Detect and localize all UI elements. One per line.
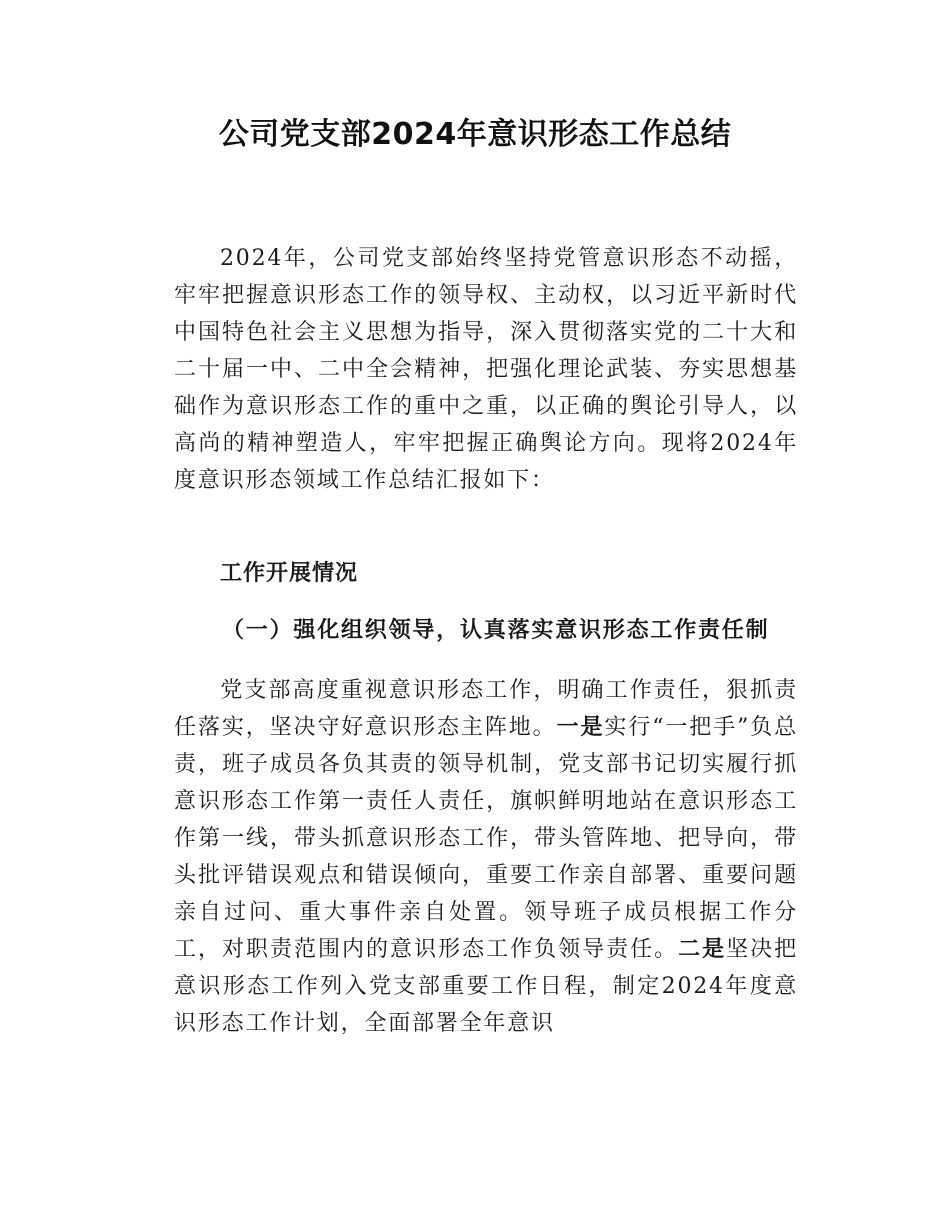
body-paragraph xyxy=(174,672,798,1042)
subsection-heading: （一）强化组织领导，认真落实意识形态工作责任制 xyxy=(222,617,770,643)
point-one-text: 实行“一把手”负总责，班子成员各负其责的领导机制，党支部书记切实履行抓意识形态工作第一责任人责任，旗帜鲜明地站在意识形态工作第一线，带头抓意识形态工作，带头管阵地、把导向，带头批评错误观点和错误倾向，重要工作亲自部署、重要问题亲自过问、重大事件亲自处置。领导班子成员根据工作分工，对职责范围内的意识形态工作负领导责任。 xyxy=(174,715,798,962)
document-title: 公司党支部2024年意识形态工作总结 xyxy=(218,117,732,152)
body-lead-text: 党支部高度重视意识形态工作，明确工作责任，狠抓责任落实，坚决守好意识形态主阵地。 xyxy=(174,678,798,740)
section-heading: 工作开展情况 xyxy=(220,561,359,586)
point-one-marker: 一是 xyxy=(556,715,605,740)
point-two-text: 坚决把意识形态工作列入党支部重要工作日程，制定2024年度意识形态工作计划，全面部署全年意识 xyxy=(174,937,798,1036)
intro-text: 2024年，公司党支部始终坚持党管意识形态不动摇，牢牢把握意识形态工作的领导权、主动权，以习近平新时代中国特色社会主义思想为指导，深入贯彻落实党的二十大和二十届一中、二中全会精神，把强化理论武装、夯实思想基础作为意识形态工作的重中之重，以正确的舆论引导人，以高尚的精神塑造人，牢牢把握正确舆论方向。现将2024年度意识形态领域工作总结汇报如下： xyxy=(174,246,798,493)
intro-paragraph xyxy=(174,240,798,499)
point-two-marker: 二是 xyxy=(678,937,727,962)
